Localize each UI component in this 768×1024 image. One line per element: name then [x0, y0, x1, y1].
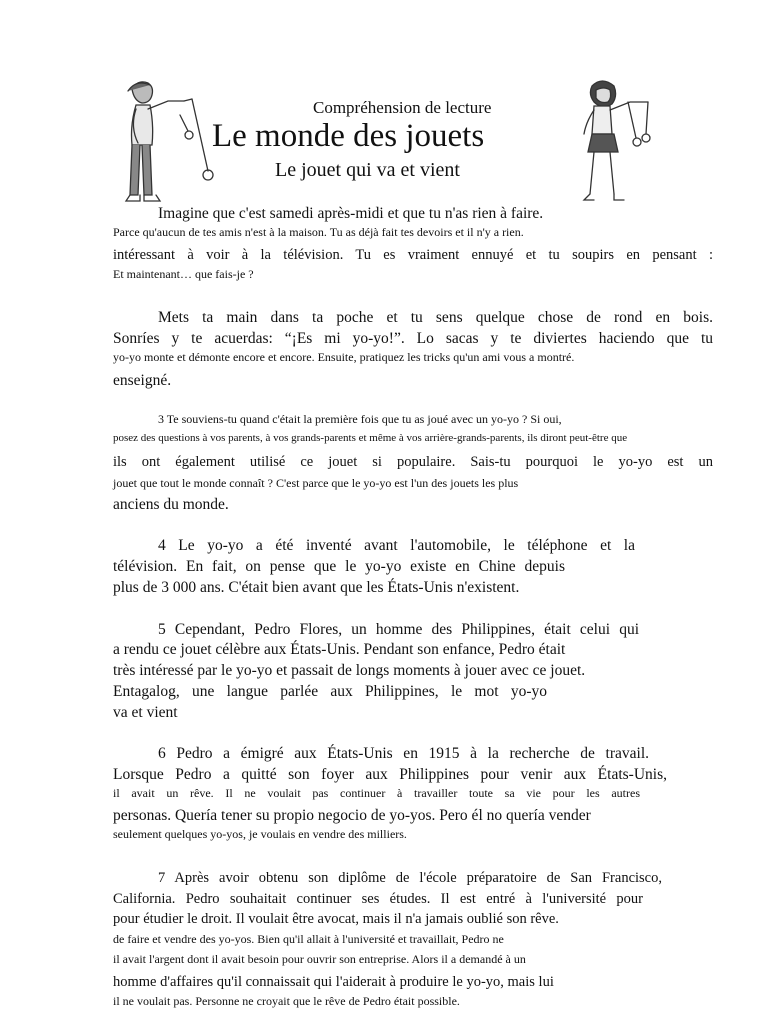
- page-title: Le monde des jouets: [212, 118, 485, 154]
- text-line: Mets ta main dans ta poche et tu sens quelque chose de rond en bois.: [158, 309, 713, 326]
- text-line: California. Pedro souhaitait continuer ses études. Il est entré à l'université pour: [113, 891, 643, 907]
- page-subtitle: Le jouet qui va et vient: [275, 159, 460, 181]
- worksheet-kicker: Compréhension de lecture: [313, 98, 492, 117]
- text-line: va et vient: [113, 704, 178, 721]
- text-line: Lorsque Pedro a quitté son foyer aux Philippines pour venir aux États-Unis,: [113, 766, 667, 783]
- text-line: 3 Te souviens-tu quand c'était la première fois que tu as joué avec un yo-yo ? Si oui,: [158, 412, 562, 426]
- text-line: 7 Après avoir obtenu son diplôme de l'école préparatoire de San Francisco,: [158, 870, 662, 886]
- text-line: Et maintenant… que fais-je ?: [113, 267, 254, 281]
- text-line: intéressant à voir à la télévision. Tu es vraiment ennuyé et tu soupirs en pensant :: [113, 247, 713, 263]
- text-line: Parce qu'aucun de tes amis n'est à la maison. Tu as déjà fait tes devoirs et il n'y a rien.: [113, 225, 524, 239]
- text-line: de faire et vendre des yo-yos. Bien qu'il allait à l'université et travaillait, Pedro ne: [113, 932, 504, 946]
- text-line: posez des questions à vos parents, à vos grands-parents et même à vos arrière-grands-parents, ils diront peut-être que: [113, 432, 628, 444]
- text-line: 6 Pedro a émigré aux États-Unis en 1915 à la recherche de travail.: [158, 745, 649, 762]
- text-line: il avait l'argent dont il avait besoin pour ouvrir son entreprise. Alors il a demandé à un: [113, 952, 526, 966]
- text-line: pour étudier le droit. Il voulait être avocat, mais il n'a jamais oublié son rêve.: [113, 911, 559, 927]
- text-line: 5 Cependant, Pedro Flores, un homme des Philippines, était celui qui: [158, 621, 639, 638]
- text-line: enseigné.: [113, 372, 172, 389]
- text-line: il ne voulait pas. Personne ne croyait que le rêve de Pedro était possible.: [113, 994, 460, 1008]
- text-line: il avait un rêve. Il ne voulait pas continuer à travailler toute sa vie pour les autres: [113, 786, 640, 800]
- text-line: télévision. En fait, on pense que le yo-yo existe en Chine depuis: [113, 558, 565, 575]
- text-line: jouet que tout le monde connaît ? C'est parce que le yo-yo est l'un des jouets les plus: [113, 476, 519, 490]
- text-line: Entagalog, une langue parlée aux Philippines, le mot yo-yo: [113, 683, 547, 700]
- text-line: plus de 3 000 ans. C'était bien avant que les États-Unis n'existent.: [113, 579, 520, 596]
- girl-playing-yoyo-illustration: [576, 78, 662, 210]
- text-line: seulement quelques yo-yos, je voulais en vendre des milliers.: [113, 827, 407, 841]
- text-line: très intéressé par le yo-yo et passait de longs moments à jouer avec ce jouet.: [113, 662, 586, 679]
- text-line: ils ont également utilisé ce jouet si populaire. Sais-tu pourquoi le yo-yo est un: [113, 454, 713, 470]
- text-line: yo-yo monte et démonte encore et encore. Ensuite, pratiquez les tricks qu'un ami vous a montré.: [113, 350, 575, 364]
- text-line: Sonríes y te acuerdas: “¡Es mi yo-yo!”. Lo sacas y te diviertes haciendo que tu: [113, 330, 713, 347]
- text-line: a rendu ce jouet célèbre aux États-Unis. Pendant son enfance, Pedro était: [113, 641, 566, 658]
- text-line: anciens du monde.: [113, 496, 229, 513]
- text-line: Imagine que c'est samedi après-midi et que tu n'as rien à faire.: [158, 205, 544, 222]
- text-line: homme d'affaires qu'il connaissait qui l'aiderait à produire le yo-yo, mais lui: [113, 974, 554, 990]
- text-line: personas. Quería tener su propio negocio de yo-yos. Pero él no quería vender: [113, 807, 591, 824]
- text-line: 4 Le yo-yo a été inventé avant l'automobile, le téléphone et la: [158, 537, 635, 554]
